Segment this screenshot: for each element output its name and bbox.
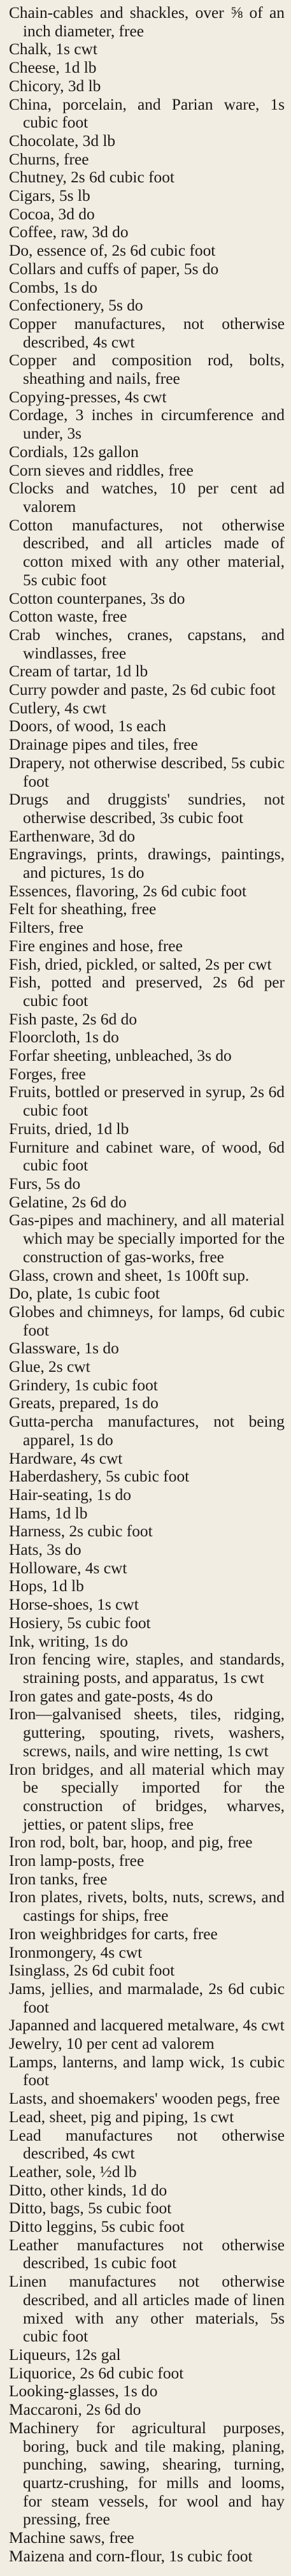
tariff-entry: Ditto leggins, 5s cubic foot <box>9 2218 185 2236</box>
tariff-entry: Hardware, 4s cwt <box>9 1449 123 1467</box>
tariff-entry: Haberdashery, 5s cubic foot <box>9 1467 190 1486</box>
tariff-entry: Hosiery, 5s cubic foot <box>9 1613 151 1632</box>
tariff-entry: Collars and cuffs of paper, 5s do <box>9 259 219 278</box>
tariff-entry: Lead, sheet, pig and piping, 1s cwt <box>9 2107 234 2126</box>
tariff-entry: Iron tanks, free <box>9 1870 108 1888</box>
tariff-entry: Hops, 1d lb <box>9 1577 84 1596</box>
tariff-entry: Greats, prepared, 1s do <box>9 1394 159 1413</box>
tariff-entry: Gelatine, 2s 6d do <box>9 1193 127 1211</box>
tariff-entry: Iron—galvanised sheets, tiles, ridging, guttering, spouting, rivets, washers, screws, nails, and wire netting, 1s cwt <box>9 1705 285 1760</box>
tariff-entry: Linen manufactures not otherwise described, and all articles made of linen mixed with any other materials, 5s cubic foot <box>9 2273 285 2346</box>
tariff-entry: Chalk, 1s cwt <box>9 40 97 59</box>
tariff-entry: Globes and chimneys, for lamps, 6d cubic foot <box>9 1302 285 1339</box>
tariff-entry: Ditto, bags, 5s cubic foot <box>9 2199 172 2218</box>
tariff-entry: Ditto, other kinds, 1d do <box>9 2181 167 2199</box>
tariff-entry: Chain-cables and shackles, over ⅝ of an inch diameter, free <box>9 4 285 40</box>
tariff-entry: Cotton waste, free <box>9 608 127 626</box>
tariff-entry: Grindery, 1s cubic foot <box>9 1376 158 1394</box>
tariff-entry: Felt for sheathing, free <box>9 900 157 919</box>
tariff-entry: Harness, 2s cubic foot <box>9 1522 153 1541</box>
tariff-entry: Chicory, 3d lb <box>9 76 101 95</box>
tariff-entry: Gutta-percha manufactures, not being apparel, 1s do <box>9 1413 285 1449</box>
tariff-entry: Fruits, dried, 1d lb <box>9 1119 129 1138</box>
tariff-entry: Liqueurs, 12s gal <box>9 2346 121 2364</box>
tariff-entry: Maizena and corn-flour, 1s cubic foot <box>9 2547 253 2565</box>
tariff-entry: Corn sieves and riddles, free <box>9 461 194 479</box>
tariff-entry: Furniture and cabinet ware, of wood, 6d cubic foot <box>9 1138 285 1175</box>
tariff-entry: Floorcloth, 1s do <box>9 1028 119 1047</box>
tariff-entry: Fire engines and hose, free <box>9 936 183 955</box>
tariff-entry: Horse-shoes, 1s cwt <box>9 1596 139 1614</box>
tariff-entry: Fish, dried, pickled, or salted, 2s per cwt <box>9 955 272 973</box>
tariff-entry: Earthenware, 3d do <box>9 827 136 845</box>
tariff-entry: Combs, 1s do <box>9 278 97 296</box>
tariff-entry: Confectionery, 5s do <box>9 296 143 315</box>
tariff-entry: Machine saws, free <box>9 2529 134 2547</box>
tariff-entry: Do, essence of, 2s 6d cubic foot <box>9 242 216 260</box>
tariff-entry: Drainage pipes and tiles, free <box>9 736 198 754</box>
tariff-entry: Looking-glasses, 1s do <box>9 2382 158 2401</box>
tariff-entry: Fish, potted and preserved, 2s 6d per cubic foot <box>9 973 285 1010</box>
tariff-entry: China, porcelain, and Parian ware, 1s cubic foot <box>9 95 285 132</box>
tariff-entry: Crab winches, cranes, capstans, and windlasses, free <box>9 625 285 662</box>
tariff-entry: Cotton counterpanes, 3s do <box>9 589 185 608</box>
tariff-entry: Hats, 3s do <box>9 1541 82 1559</box>
tariff-entry: Cordials, 12s gallon <box>9 442 139 461</box>
tariff-entry: Drugs and druggists' sundries, not otherwise described, 3s cubic foot <box>9 790 285 827</box>
tariff-entry: Iron gates and gate-posts, 4s do <box>9 1687 213 1705</box>
tariff-entry: Clocks and watches, 10 per cent ad valorem <box>9 479 285 516</box>
tariff-entry: Churns, free <box>9 150 89 168</box>
tariff-entry: Jams, jellies, and marmalade, 2s 6d cubic foot <box>9 1979 285 2016</box>
tariff-entry: Furs, 5s do <box>9 1175 81 1193</box>
tariff-entry: Cutlery, 4s cwt <box>9 699 106 717</box>
tariff-entry: Gas-pipes and machinery, and all material which may be specially imported for the construction of gas-works, free <box>9 1211 285 1266</box>
tariff-entry: Ironmongery, 4s cwt <box>9 1943 143 1961</box>
tariff-entry: Glue, 2s cwt <box>9 1358 90 1376</box>
tariff-entry: Cordage, 3 inches in circumference and under, 3s <box>9 406 285 443</box>
tariff-entry: Cotton manufactures, not otherwise described, and all articles made of cotton mixed with any other material, 5s cubic foot <box>9 516 285 589</box>
tariff-entry: Cigars, 5s lb <box>9 187 90 205</box>
tariff-entry: Lamps, lanterns, and lamp wick, 1s cubic foot <box>9 2053 285 2090</box>
tariff-entry: Lead manufactures not otherwise described, 4s cwt <box>9 2126 285 2163</box>
tariff-entry: Japanned and lacquered metalware, 4s cwt <box>9 2016 285 2035</box>
tariff-entry: Doors, of wood, 1s each <box>9 717 166 736</box>
tariff-entry: Engravings, prints, drawings, paintings, and pictures, 1s do <box>9 845 285 882</box>
tariff-entry: Iron bridges, and all material which may be specially imported for the construction of bridges, wharves, jetties, or patent slips, free <box>9 1760 285 1833</box>
tariff-entry: Copper manufactures, not otherwise described, 4s cwt <box>9 314 285 351</box>
tariff-entry: Glass, crown and sheet, 1s 100ft sup. <box>9 1266 250 1284</box>
tariff-entry: Essences, flavoring, 2s 6d cubic foot <box>9 882 247 900</box>
tariff-entry: Forges, free <box>9 1065 86 1083</box>
tariff-entry: Cream of tartar, 1d lb <box>9 662 148 681</box>
tariff-entry: Drapery, not otherwise described, 5s cubic foot <box>9 753 285 790</box>
tariff-entry: Coffee, raw, 3d do <box>9 223 129 242</box>
tariff-entry: Holloware, 4s cwt <box>9 1559 127 1577</box>
tariff-entry: Leather manufactures not otherwise described, 1s cubic foot <box>9 2236 285 2273</box>
tariff-entry: Forfar sheeting, unbleached, 3s do <box>9 1047 232 1065</box>
tariff-entry: Glassware, 1s do <box>9 1339 119 1358</box>
tariff-entry: Machinery for agricultural purposes, boring, buck and tile making, planing, punching, sawing, shearing, turning, quartz-crushing, for mills and looms, for steam vessels, for wool and hay pressing, free <box>9 2419 285 2529</box>
tariff-entry: Cocoa, 3d do <box>9 205 95 223</box>
tariff-entry: Hams, 1d lb <box>9 1504 88 1522</box>
tariff-entry: Fish paste, 2s 6d do <box>9 1010 138 1028</box>
tariff-entry: Liquorice, 2s 6d cubic foot <box>9 2364 184 2382</box>
tariff-entry: Copper and composition rod, bolts, sheathing and nails, free <box>9 351 285 388</box>
tariff-entry: Hair-seating, 1s do <box>9 1485 131 1504</box>
tariff-entry: Chocolate, 3d lb <box>9 131 116 150</box>
tariff-entry: Fruits, bottled or preserved in syrup, 2s 6d cubic foot <box>9 1083 285 1120</box>
tariff-entry: Copying-presses, 4s cwt <box>9 388 167 406</box>
tariff-entry: Do, plate, 1s cubic foot <box>9 1284 160 1303</box>
tariff-entry: Curry powder and paste, 2s 6d cubic foot <box>9 681 276 699</box>
tariff-entry: Iron lamp-posts, free <box>9 1852 145 1870</box>
tariff-entry: Lasts, and shoemakers' wooden pegs, free <box>9 2090 280 2108</box>
tariff-entry: Ink, writing, 1s do <box>9 1632 128 1650</box>
tariff-entry: Isinglass, 2s 6d cubit foot <box>9 1961 175 1980</box>
tariff-entry: Leather, sole, ½d lb <box>9 2162 137 2181</box>
tariff-entry: Iron rod, bolt, bar, hoop, and pig, free <box>9 1833 253 1852</box>
tariff-entry: Chutney, 2s 6d cubic foot <box>9 168 174 187</box>
tariff-entry: Jewelry, 10 per cent ad valorem <box>9 2035 215 2053</box>
tariff-entry: Maccaroni, 2s 6d do <box>9 2401 141 2419</box>
tariff-entry: Iron weighbridges for carts, free <box>9 1925 218 1943</box>
tariff-entry: Filters, free <box>9 919 84 937</box>
tariff-entry: Iron plates, rivets, bolts, nuts, screws, and castings for ships, free <box>9 1888 285 1925</box>
tariff-entry: Iron fencing wire, staples, and standards, straining posts, and apparatus, 1s cwt <box>9 1650 285 1687</box>
tariff-entry: Cheese, 1d lb <box>9 59 97 77</box>
